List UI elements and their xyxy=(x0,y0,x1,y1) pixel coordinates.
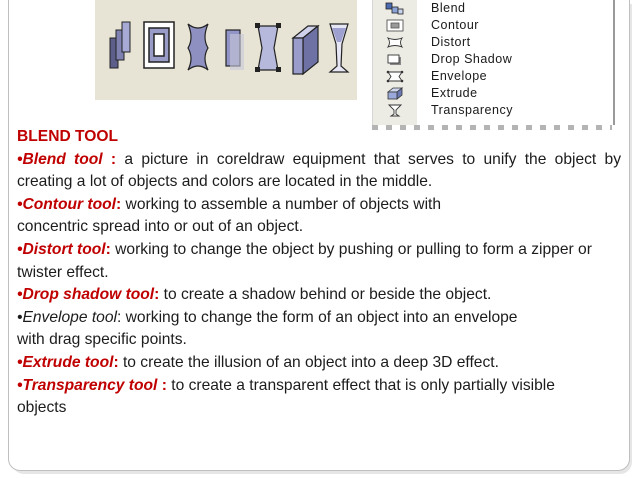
slide-content xyxy=(17,126,621,420)
menu-item-label: Drop Shadow xyxy=(431,52,513,66)
menu-item-label: Extrude xyxy=(431,86,478,100)
bullet: • xyxy=(17,353,23,371)
separator: : xyxy=(116,308,122,326)
menu-item-label: Transparency xyxy=(431,103,513,117)
menu-item-contour[interactable] xyxy=(373,17,611,34)
bullet: • xyxy=(17,240,23,258)
distort-icon xyxy=(188,24,208,70)
separator: : xyxy=(102,150,117,168)
menu-item-distort[interactable] xyxy=(373,34,611,51)
item-envelope xyxy=(17,307,522,352)
tool-icons-strip xyxy=(108,18,358,88)
bullet: • xyxy=(17,286,23,304)
term-extrude: Extrude tool xyxy=(22,353,114,371)
bullet: • xyxy=(17,308,23,326)
effects-menu xyxy=(372,0,615,125)
extrude-icon xyxy=(385,87,405,100)
item-transparency xyxy=(17,375,607,420)
desc-drop-shadow: to create a shadow behind or beside the object. xyxy=(159,286,492,304)
separator: : xyxy=(105,240,111,258)
menu-item-blend[interactable] xyxy=(373,0,611,17)
contour-icon xyxy=(144,22,174,68)
transparency-icon xyxy=(385,104,405,117)
desc-blend: a picture in coreldraw equipment that serves to unify the object by creating a lot of objects and colors are located in the middle. xyxy=(17,150,621,191)
envelope-icon xyxy=(255,23,281,72)
term-contour: Contour tool xyxy=(22,195,117,213)
desc-contour: working to assemble a number of objects with concentric spread into or out of an object. xyxy=(17,195,442,236)
bullet: • xyxy=(17,150,23,168)
separator: : xyxy=(113,353,119,371)
item-extrude xyxy=(17,352,517,375)
item-blend xyxy=(17,149,621,194)
envelope-icon xyxy=(385,70,405,83)
menu-item-label: Distort xyxy=(431,35,471,49)
transparency-icon xyxy=(330,24,348,72)
desc-transparency: to create a transparent effect that is only partially visible objects xyxy=(17,376,555,417)
menu-item-extrude[interactable] xyxy=(373,85,611,102)
menu-item-label: Blend xyxy=(431,1,466,15)
menu-item-label: Envelope xyxy=(431,69,488,83)
item-contour xyxy=(17,194,515,239)
separator: : xyxy=(157,376,167,394)
slide-title: BLEND TOOL xyxy=(17,128,119,145)
separator: : xyxy=(116,195,122,213)
bullet: • xyxy=(17,195,23,213)
menu-item-label: Contour xyxy=(431,18,479,32)
menu-item-envelope[interactable] xyxy=(373,68,611,85)
extrude-icon xyxy=(293,26,318,74)
blend-icon xyxy=(110,22,130,68)
term-transparency: Transparency tool xyxy=(22,376,158,394)
term-blend: Blend tool xyxy=(22,150,103,168)
term-envelope: Envelope tool xyxy=(22,308,117,326)
menu-item-drop-shadow[interactable] xyxy=(373,51,611,68)
drop-shadow-icon xyxy=(385,53,405,66)
item-drop-shadow xyxy=(17,284,507,307)
desc-distort: working to change the object by pushing or pulling to form a zipper or twister effect. xyxy=(17,240,592,281)
separator: : xyxy=(154,286,160,304)
item-distort xyxy=(17,239,602,284)
desc-envelope: working to change the form of an object into an envelope with drag specific points. xyxy=(17,308,518,349)
menu-item-transparency[interactable] xyxy=(373,102,611,119)
contour-icon xyxy=(385,19,405,32)
term-drop-shadow: Drop shadow tool xyxy=(22,286,155,304)
blend-icon xyxy=(385,2,405,15)
bullet: • xyxy=(17,376,23,394)
desc-extrude: to create the illusion of an object into a deep 3D effect. xyxy=(118,353,499,371)
drop-shadow-icon xyxy=(226,30,244,70)
term-distort: Distort tool xyxy=(22,240,106,258)
distort-icon xyxy=(385,36,405,49)
